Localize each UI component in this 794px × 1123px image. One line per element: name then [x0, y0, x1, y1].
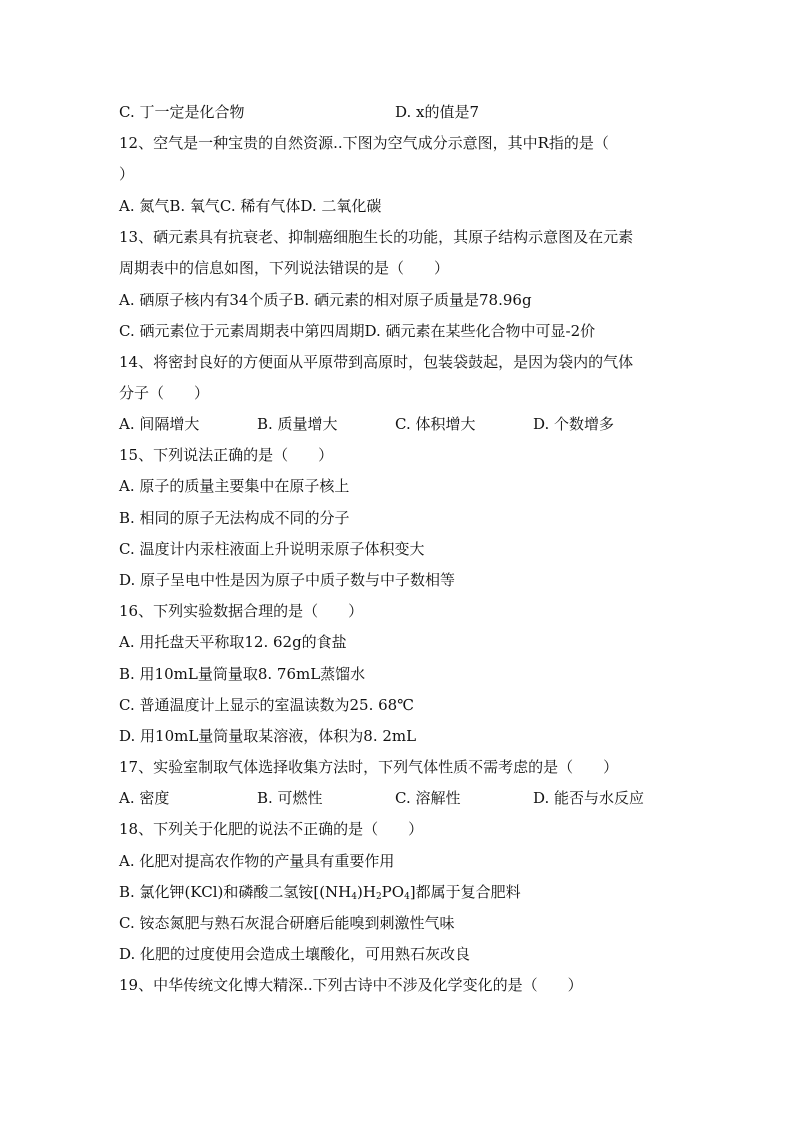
- q14-option-c: C. 体积增大: [395, 415, 476, 433]
- q16-stem: 16、下列实验数据合理的是（ ）: [119, 602, 364, 620]
- q19-stem: 19、中华传统文化博大精深..下列古诗中不涉及化学变化的是（ ）: [119, 976, 583, 994]
- q18-option-a: A. 化肥对提高农作物的产量具有重要作用: [119, 852, 395, 870]
- q11-option-d: D. x的值是7: [395, 103, 480, 121]
- q18-option-b-text: PO: [381, 883, 405, 901]
- q13-stem-line1: 13、硒元素具有抗衰老、抑制癌细胞生长的功能，其原子结构示意图及在元素: [119, 228, 634, 246]
- q14-option-b: B. 质量增大: [257, 415, 338, 433]
- q17-option-c: C. 溶解性: [395, 789, 461, 807]
- subscript-4: 4: [351, 892, 357, 902]
- q14-stem-line2: 分子（ ）: [119, 384, 210, 402]
- q14-option-d: D. 个数增多: [533, 415, 615, 433]
- q18-option-b-text: ]都属于复合肥料: [409, 883, 521, 901]
- q18-option-b-text: B. 氯化钾(KCl)和磷酸二氢铵[(NH: [119, 883, 352, 901]
- q17-option-a: A. 密度: [119, 789, 170, 807]
- q15-option-b: B. 相同的原子无法构成不同的分子: [119, 509, 350, 527]
- q13-stem-line2: 周期表中的信息如图，下列说法错误的是（ ）: [119, 259, 450, 277]
- q16-option-b: B. 用10mL量筒量取8. 76mL蒸馏水: [119, 665, 366, 683]
- q16-option-c: C. 普通温度计上显示的室温读数为25. 68℃: [119, 696, 414, 714]
- q18-option-c: C. 铵态氮肥与熟石灰混合研磨后能嗅到刺激性气味: [119, 914, 455, 932]
- q16-option-d: D. 用10mL量筒量取某溶液，体积为8. 2mL: [119, 727, 417, 745]
- q14-option-a: A. 间隔增大: [119, 415, 200, 433]
- q12-options: A. 氮气B. 氧气C. 稀有气体D. 二氧化碳: [119, 197, 382, 215]
- q17-option-d: D. 能否与水反应: [533, 789, 645, 807]
- q18-option-b-text: )H: [357, 883, 376, 901]
- q15-stem: 15、下列说法正确的是（ ）: [119, 446, 334, 464]
- q12-stem-close: ）: [119, 165, 135, 183]
- subscript-4: 4: [404, 892, 410, 902]
- q13-options-ab: A. 硒原子核内有34个质子B. 硒元素的相对原子质量是78.96g: [119, 291, 532, 309]
- subscript-2: 2: [375, 892, 382, 902]
- q16-option-a: A. 用托盘天平称取12. 62g的食盐: [119, 633, 347, 651]
- q17-option-b: B. 可燃性: [257, 789, 323, 807]
- q11-option-c: C. 丁一定是化合物: [119, 103, 245, 121]
- q15-option-d: D. 原子呈电中性是因为原子中质子数与中子数相等: [119, 571, 456, 589]
- q15-option-c: C. 温度计内汞柱液面上升说明汞原子体积变大: [119, 540, 425, 558]
- q17-stem: 17、实验室制取气体选择收集方法时，下列气体性质不需考虑的是（ ）: [119, 758, 619, 776]
- q15-option-a: A. 原子的质量主要集中在原子核上: [119, 477, 350, 495]
- q18-option-d: D. 化肥的过度使用会造成土壤酸化，可用熟石灰改良: [119, 945, 471, 963]
- q12-stem: 12、空气是一种宝贵的自然资源..下图为空气成分示意图，其中R指的是（: [119, 134, 609, 152]
- q18-stem: 18、下列关于化肥的说法不正确的是（ ）: [119, 820, 424, 838]
- q18-option-b: [119, 880, 521, 904]
- q14-stem-line1: 14、将密封良好的方便面从平原带到高原时，包装袋鼓起，是因为袋内的气体: [119, 353, 634, 371]
- q13-options-cd: C. 硒元素位于元素周期表中第四周期D. 硒元素在某些化合物中可显-2价: [119, 322, 596, 340]
